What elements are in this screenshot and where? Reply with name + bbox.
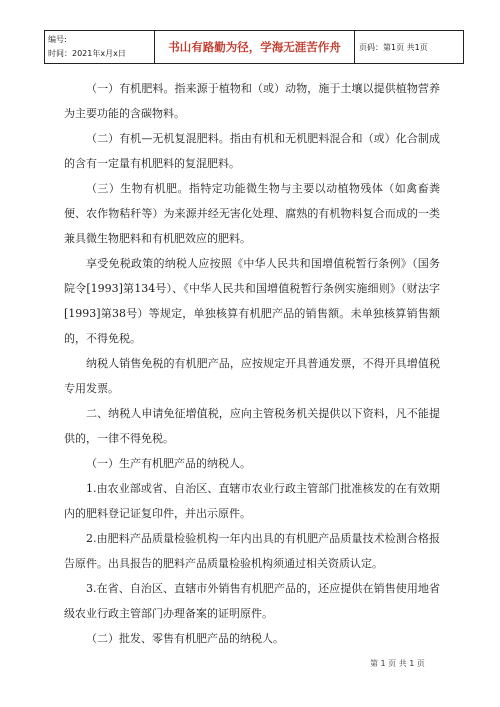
document-body [64, 76, 440, 651]
page-footer: 第 1 页 共 1 页 [370, 659, 425, 668]
paragraph: 1.由农业部或省、自治区、直辖市农业行政主管部门批准核发的在有效期内的肥料登记证复印件，并出示原件。 [64, 482, 440, 520]
paragraph: 二、纳税人申请免征增值税，应向主管税务机关提供以下资料，凡不能提供的，一律不得免税。 [64, 407, 440, 445]
paragraph: （二）有机—无机复混肥料。指由有机和无机肥料混合和（或）化合制成的含有一定量有机肥料的复混肥料。 [64, 132, 440, 170]
paragraph: 纳税人销售免税的有机肥产品，应按规定开具普通发票，不得开具增值税专用发票。 [64, 357, 440, 395]
paragraph: 享受免税政策的纳税人应按照《中华人民共和国增值税暂行条例》（国务院令[1993]第134号）、《中华人民共和国增值税暂行条例实施细则》（财法字[1993]第38号）等规定，单独核算有机肥产品的销售额。未单独核算销售额的，不得免税。 [64, 257, 440, 345]
paragraph: （一）生产有机肥产品的纳税人。 [86, 457, 251, 470]
serial-label: 编号: [48, 35, 67, 44]
paragraph: 2.由肥料产品质量检验机构一年内出具的有机肥产品质量技术检测合格报告原件。出具报告的肥料产品质量检验机构须通过相关资质认定。 [64, 532, 440, 570]
paragraph: 3.在省、自治区、直辖市外销售有机肥产品的，还应提供在销售使用地省级农业行政主管部门办理备案的证明原件。 [64, 582, 440, 620]
header-meta [45, 31, 155, 63]
time-label: 时间：2021年x月x日 [48, 49, 126, 58]
document-header [44, 30, 464, 64]
paragraph: （二）批发、零售有机肥产品的纳税人。 [86, 632, 284, 645]
paragraph: （三）生物有机肥。指特定功能微生物与主要以动植物残体（如禽畜粪便、农作物秸秆等）为来源并经无害化处理、腐熟的有机物料复合而成的一类兼具微生物肥料和有机肥效应的肥料。 [64, 182, 440, 245]
header-motto: 书山有路勤为径，学海无涯苦作舟 [155, 31, 355, 63]
paragraph: （一）有机肥料。指来源于植物和（或）动物，施于土壤以提供植物营养为主要功能的含碳物料。 [64, 82, 440, 120]
header-page-info: 页码：第1页 共1页 [359, 42, 428, 52]
